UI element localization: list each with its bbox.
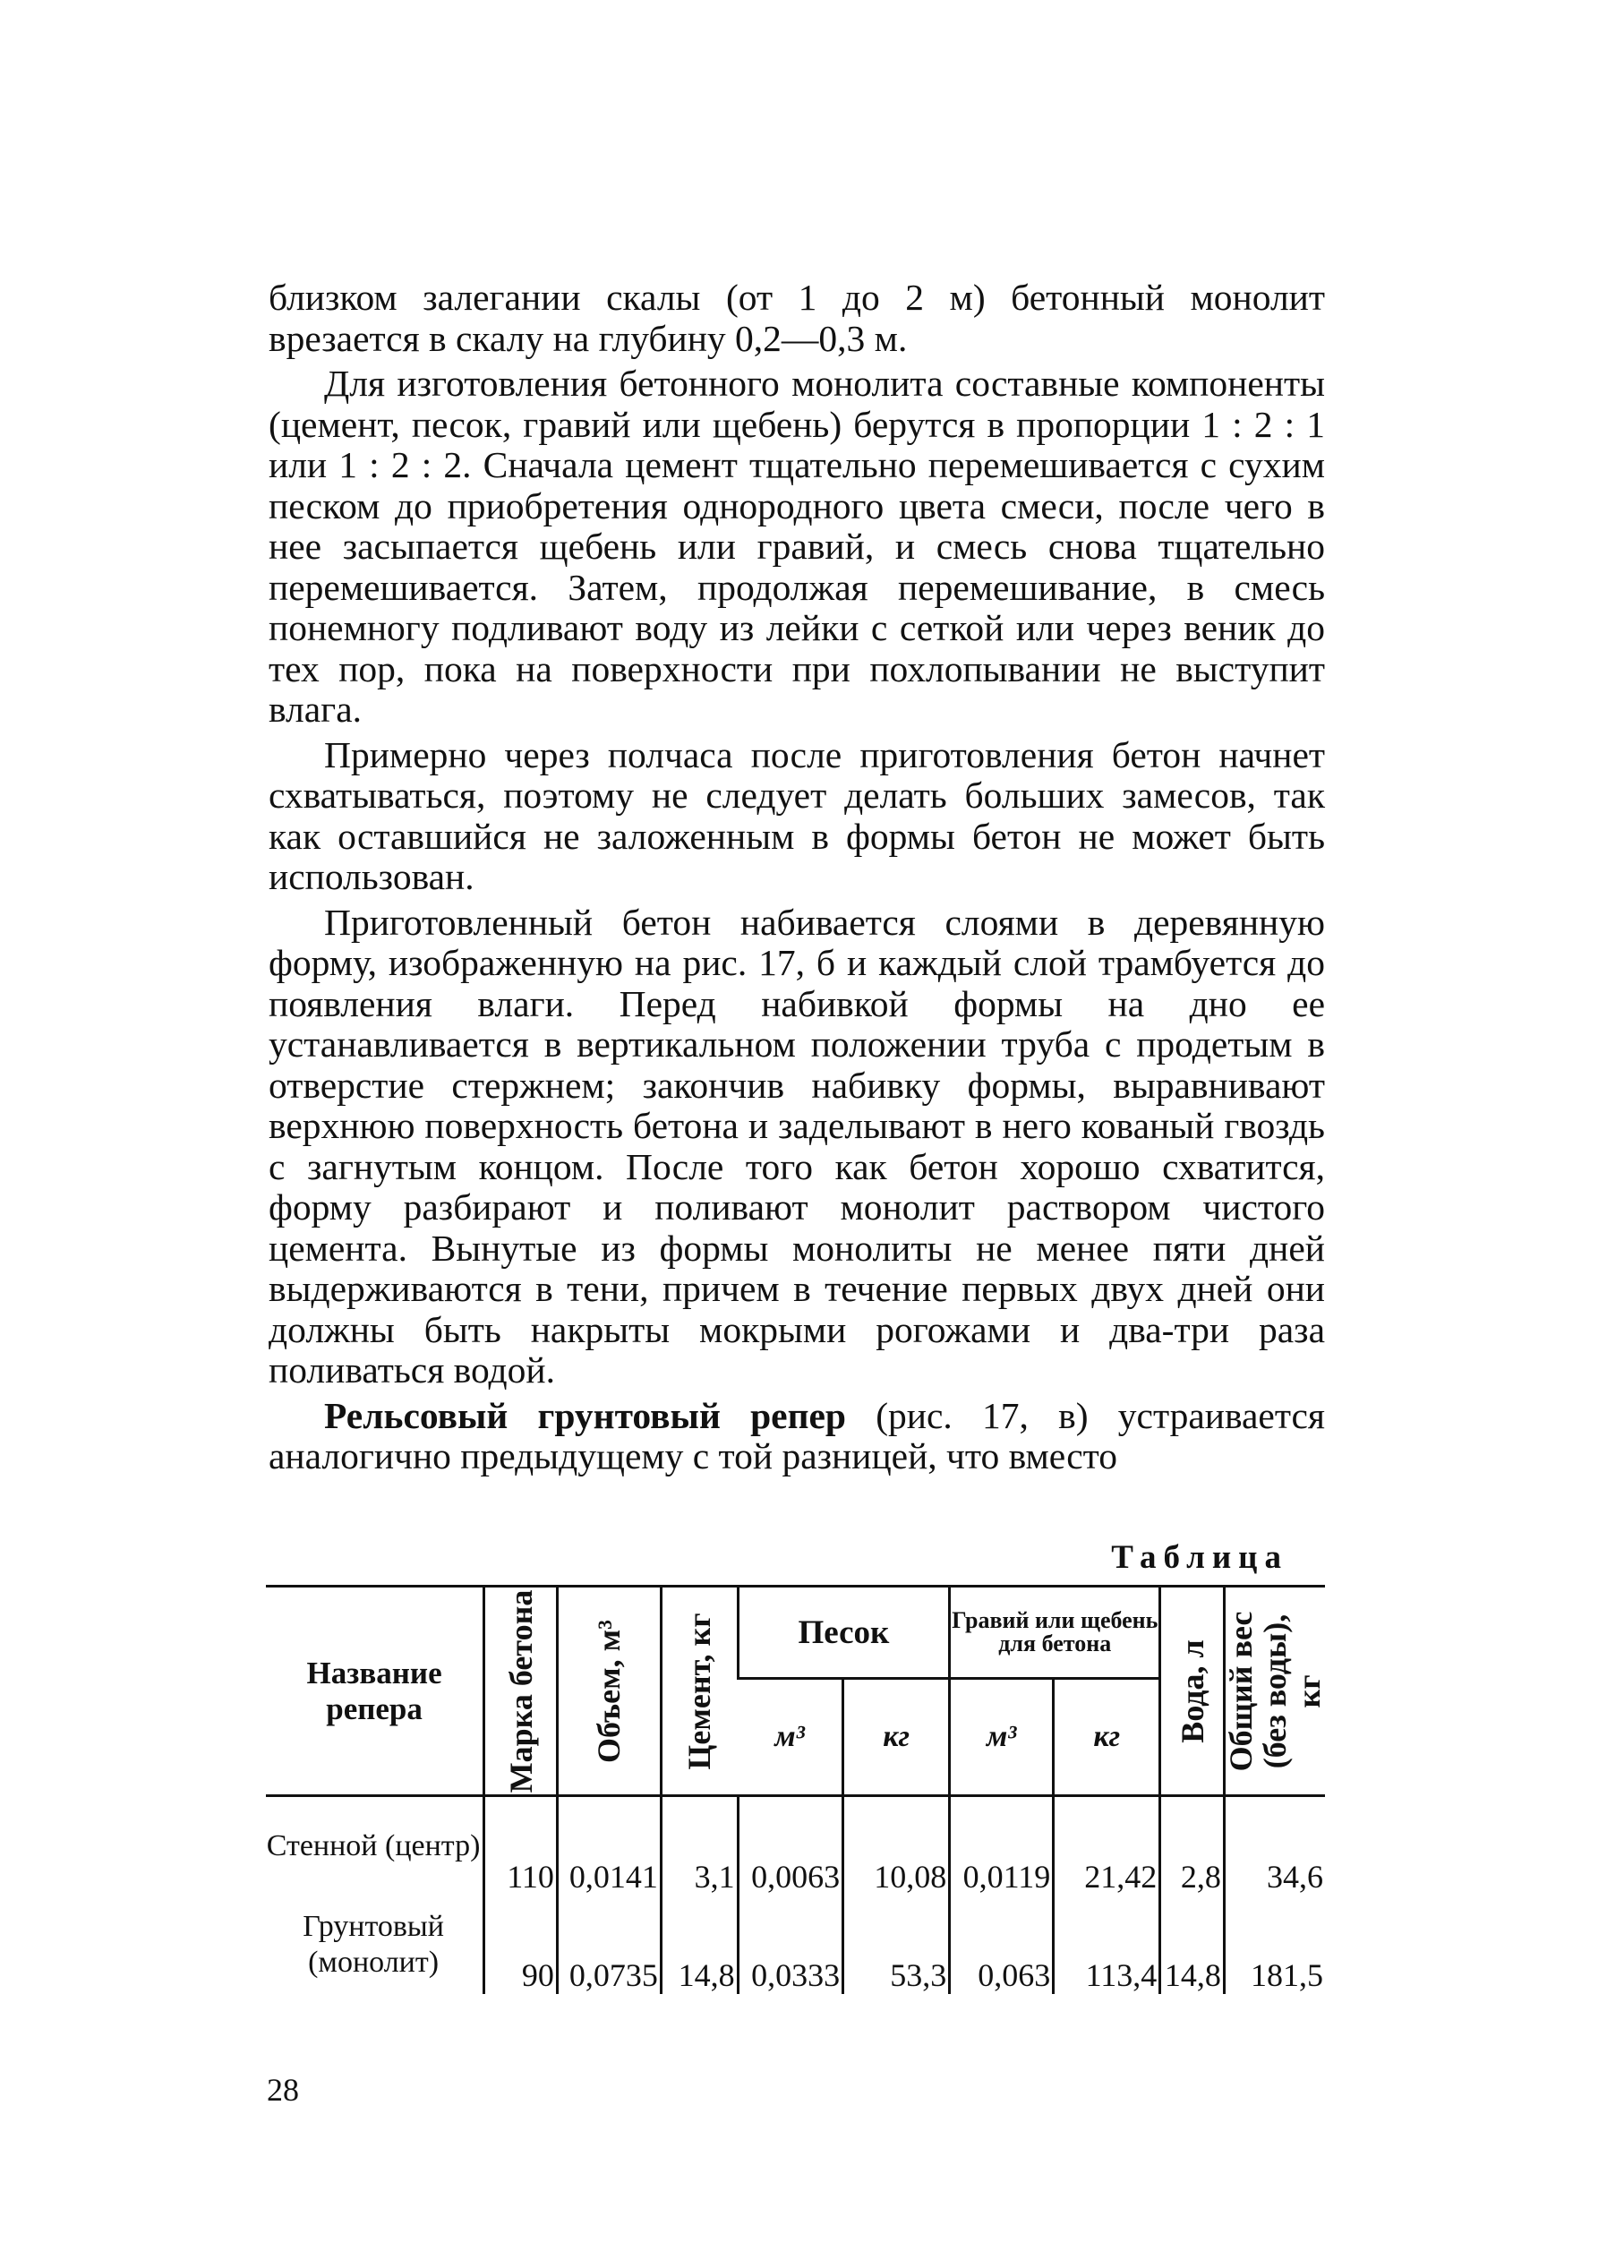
header-grade-cell bbox=[484, 1587, 558, 1796]
header-sand: Песок bbox=[738, 1587, 950, 1679]
header-sand-m3: м³ bbox=[774, 1720, 805, 1753]
header-name: Название репера bbox=[266, 1587, 484, 1796]
cell-sand-kg: 53,3 bbox=[843, 1896, 950, 1994]
cell-volume: 0,0735 bbox=[557, 1896, 661, 1994]
cell-water: 14,8 bbox=[1160, 1896, 1225, 1994]
header-water-cell bbox=[1160, 1587, 1225, 1796]
paragraph-2: Для изготовления бетонного монолита составные компоненты (цемент, песок, гравий или щебень) берутся в пропорции 1 : 2 : 1 или 1 : 2 : 2. Сначала цемент тщательно перемешивается с сухим песком до приобретения однородного цвета смеси, после чего в нее засыпается щебень или гравий, и смесь снова тщательно перемешивается. Затем, продолжая перемешивание, в смесь понемногу подливают воду из лейки с сеткой или через веник до тех пор, пока на поверхности при похлопывании не выступит влага. bbox=[269, 363, 1325, 730]
cell-volume: 0,0141 bbox=[557, 1796, 661, 1896]
paragraph-5-lead: Рельсовый грунтовый репер bbox=[324, 1394, 846, 1436]
header-volume-cell bbox=[557, 1587, 661, 1796]
cell-grade: 90 bbox=[484, 1896, 558, 1994]
header-gravel: Гравий или щебень для бетона bbox=[950, 1587, 1160, 1679]
paragraph-4: Приготовленный бетон набивается слоями в деревянную форму, изображенную на рис. 17, б и каждый слой трамбуется до появления влаги. Перед набивкой формы на дно ее устанавливается в вертикальном положении труба с продетым в отверстие стержнем; закончив набивку формы, выравнивают верхнюю поверхность бетона и заделывают в него кованый гвоздь с загнутым концом. После того как бетон хорошо схватится, форму разбирают и поливают монолит раствором чистого цемента. Вынутые из формы монолиты не менее пяти дней выдерживаются в тени, причем в течение первых двух дней они должны быть накрыты мокрыми рогожами и два-три раза поливаться водой. bbox=[269, 901, 1325, 1391]
header-cement: Цемент, кг bbox=[681, 1612, 718, 1770]
header-cement-cell bbox=[661, 1587, 738, 1796]
cell-gravel-kg: 113,4 bbox=[1054, 1896, 1160, 1994]
paragraph-1: близком залегании скалы (от 1 до 2 м) бетонный монолит врезается в скалу на глубину 0,2—0,3 м. bbox=[269, 277, 1325, 359]
cell-gravel-m3: 0,0119 bbox=[950, 1796, 1054, 1896]
table-caption: Таблица bbox=[1111, 1539, 1288, 1576]
cell-total: 34,6 bbox=[1224, 1796, 1325, 1896]
header-gravel-m3: м³ bbox=[950, 1679, 1054, 1796]
cell-sand-kg: 10,08 bbox=[843, 1796, 950, 1896]
header-sand-kg: кг bbox=[843, 1679, 950, 1796]
cell-total: 181,5 bbox=[1224, 1896, 1325, 1994]
cell-sand-m3: 0,0333 bbox=[738, 1896, 843, 1994]
header-grade: Марка бетона bbox=[502, 1589, 539, 1793]
body-text bbox=[269, 278, 1325, 1482]
cell-cement: 3,1 bbox=[661, 1796, 738, 1896]
table-row bbox=[266, 1796, 1325, 1896]
data-table bbox=[266, 1585, 1328, 1994]
row-name: Грунтовый (монолит) bbox=[303, 1910, 444, 1979]
header-volume: Объем, м³ bbox=[591, 1619, 628, 1763]
cell-gravel-m3: 0,063 bbox=[950, 1896, 1054, 1994]
paragraph-5 bbox=[269, 1396, 1325, 1477]
page-number: 28 bbox=[267, 2072, 299, 2108]
cell-cement: 14,8 bbox=[661, 1896, 738, 1994]
paragraph-3: Примерно через полчаса после приготовления бетон начнет схватываться, поэтому не следует делать больших замесов, так как оставшийся не заложенным в формы бетон не может быть использован. bbox=[269, 733, 1325, 897]
header-gravel-kg: кг bbox=[1054, 1679, 1160, 1796]
cell-sand-m3: 0,0063 bbox=[738, 1796, 843, 1896]
header-total-cell bbox=[1223, 1587, 1328, 1796]
paragraph-5-rest: (рис. 17, в) устраивается аналогично предыдущему с той разницей, что вместо bbox=[269, 1394, 1325, 1476]
table-row bbox=[266, 1896, 1325, 1994]
cell-gravel-kg: 21,42 bbox=[1054, 1796, 1160, 1896]
header-water: Вода, л bbox=[1174, 1639, 1210, 1743]
row-name: Стенной (центр) bbox=[266, 1829, 481, 1862]
cell-grade: 110 bbox=[484, 1796, 558, 1896]
cell-water: 2,8 bbox=[1160, 1796, 1225, 1896]
header-total: Общий вес (без воды), кг bbox=[1223, 1611, 1328, 1771]
